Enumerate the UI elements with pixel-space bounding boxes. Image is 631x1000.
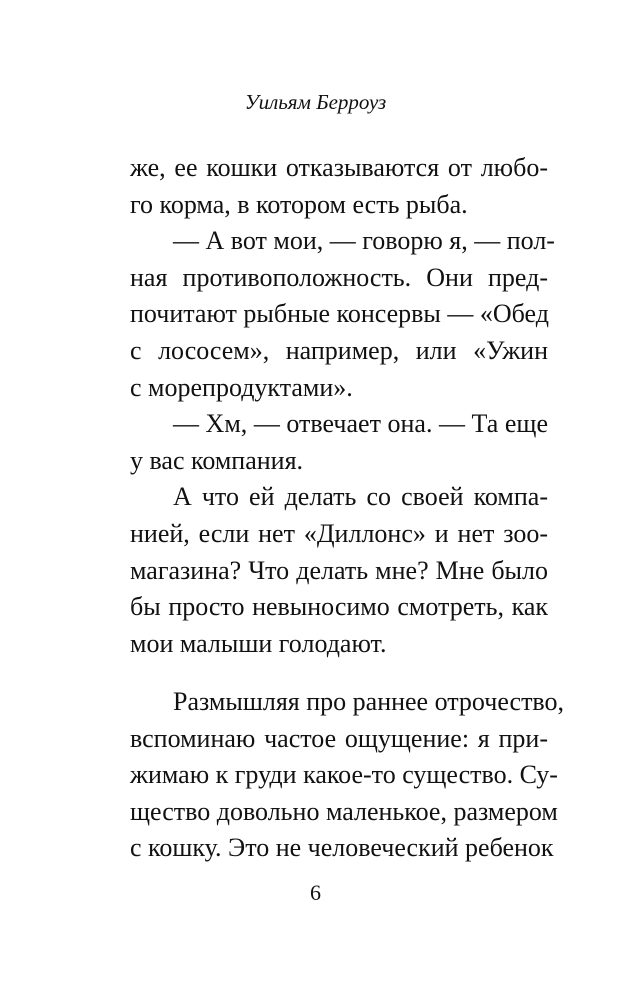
text-line: мои малыши голодают. [130, 628, 387, 658]
text-line: с лососем», например, или «Ужин [130, 335, 548, 365]
text-line: с морепродуктами». [130, 372, 353, 402]
text-line: вспоминаю частое ощущение: я при- [130, 723, 548, 753]
text-line: го корма, в котором есть рыба. [130, 189, 468, 219]
text-line: А что ей делать со своей компа- [173, 482, 548, 512]
text-line: — А вот мои, — говорю я, — пол- [173, 226, 555, 256]
text-line: почитают рыбные консервы — «Обед [130, 299, 549, 329]
text-line: жимаю к груди какое-то существо. Су- [130, 760, 558, 790]
text-line: магазина? Что делать мне? Мне было [130, 555, 548, 585]
text-line: нией, если нет «Диллонс» и нет зоо- [130, 518, 548, 548]
text-line: же, ее кошки отказываются от любо- [130, 153, 548, 182]
text-line: Размышляя про раннее отрочество, [173, 687, 565, 716]
text-line: ная противоположность. Они пред- [130, 262, 548, 292]
text-line: с кошку. Это не человеческий ребенок [130, 833, 554, 863]
text-block-upper [130, 150, 555, 662]
text-line: щество довольно маленькое, размером [130, 796, 558, 826]
running-header-author: Уильям Берроуз [244, 90, 387, 114]
text-line: — Хм, — отвечает она. — Та еще [173, 409, 548, 439]
text-line: у вас компания. [130, 445, 304, 475]
page-number: 6 [310, 880, 321, 905]
text-block-lower [130, 684, 565, 867]
text-line: бы просто невыносимо смотреть, как [130, 592, 548, 622]
